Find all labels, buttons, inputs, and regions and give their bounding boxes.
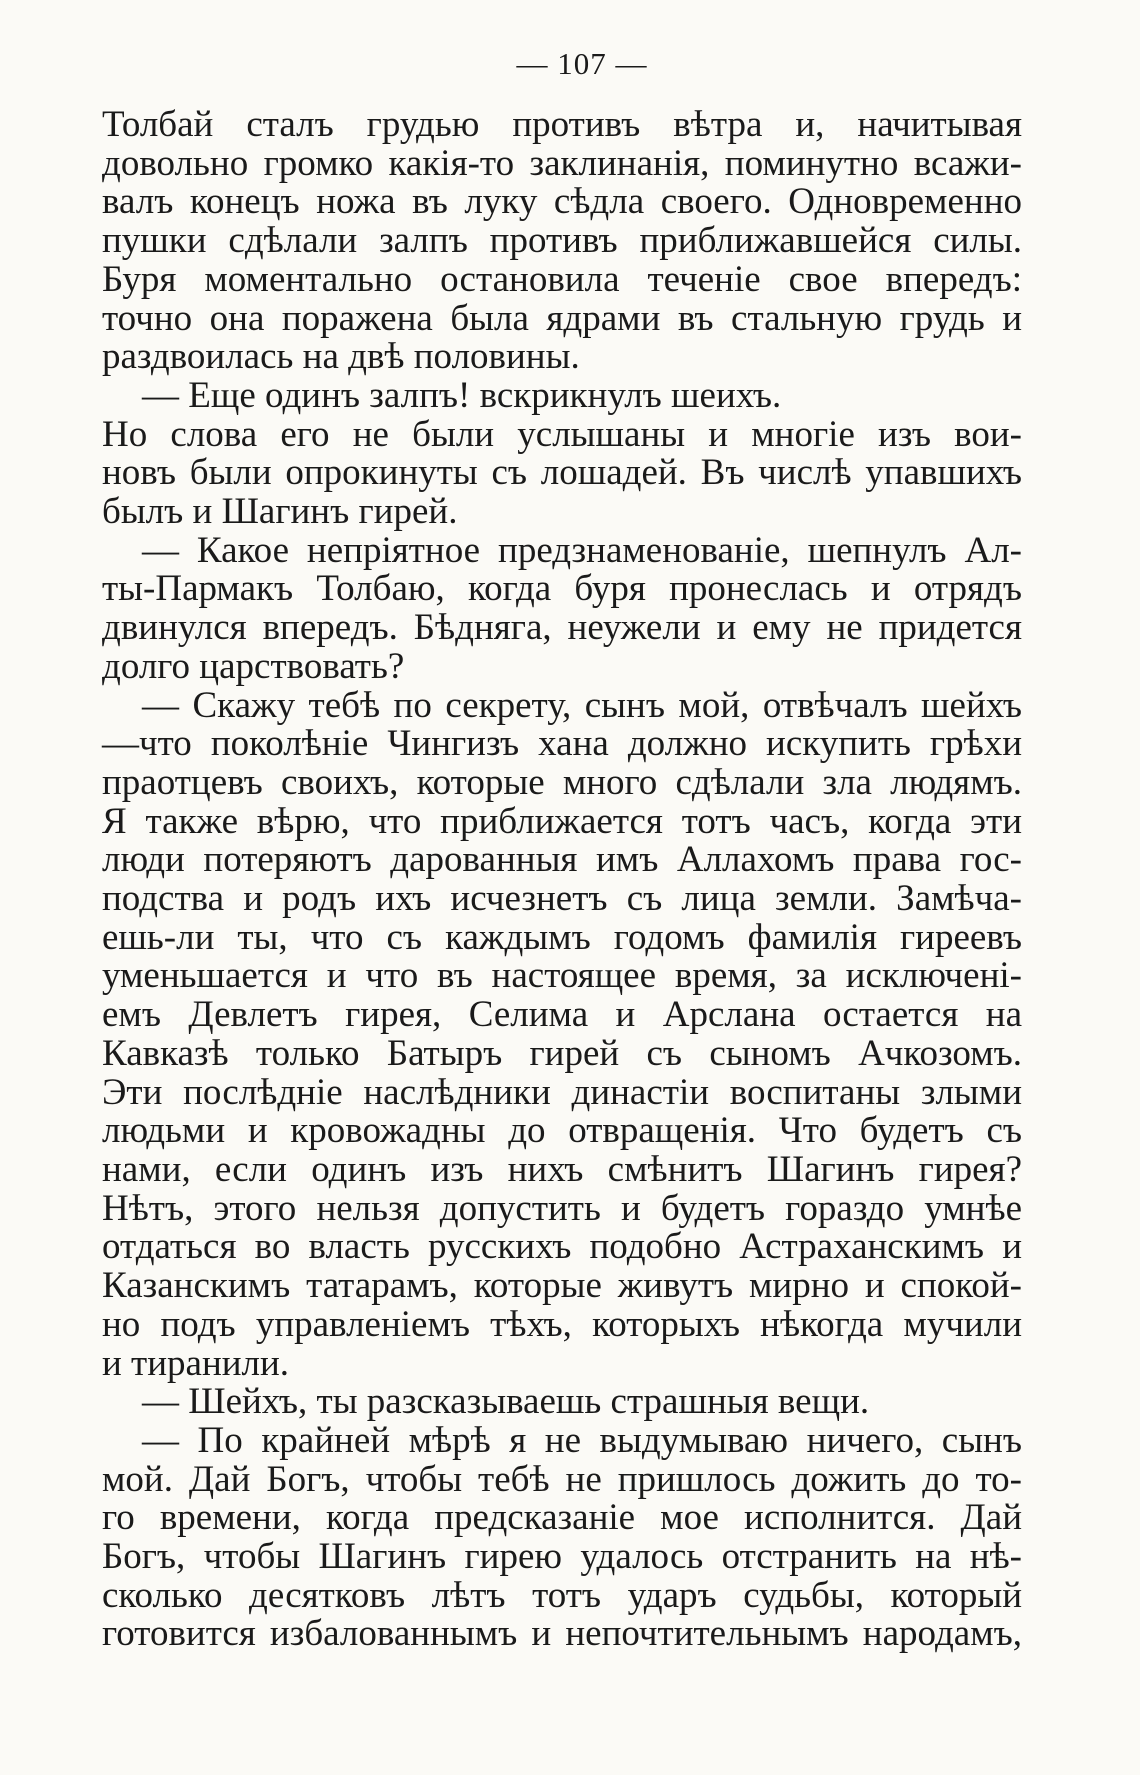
paragraph [102, 1383, 1022, 1422]
text-line: довольно громко какія-то заклинанія, поминутно всажи- [102, 142, 1022, 184]
text-line: готовится избалованнымъ и непочтительнымъ народамъ, [102, 1613, 1022, 1655]
paragraph [102, 374, 1022, 416]
text-line: Кавказѣ только Батыръ гирей съ сыномъ Ачкозомъ. [102, 1032, 1022, 1074]
text-line: — Еще одинъ залпъ! вскрикнулъ шеихъ. [142, 374, 782, 416]
text-line: подства и родъ ихъ исчезнетъ съ лица земли. Замѣча- [102, 878, 1022, 920]
text-line: былъ и Шагинъ гирей. [102, 491, 458, 533]
text-line: и тиранили. [102, 1342, 290, 1384]
paragraph [102, 529, 1022, 687]
paragraph [102, 106, 1022, 377]
text-line: люди потеряютъ дарованныя имъ Аллахомъ права гос- [102, 839, 1022, 881]
text-line: Эти послѣдніе наслѣдники династіи воспитаны злыми [102, 1071, 1022, 1113]
text-line: ты-Пармакъ Толбаю, когда буря пронеслась и отрядъ [102, 568, 1022, 610]
text-line: Нѣтъ, этого нельзя допустить и будетъ гораздо умнѣе [102, 1187, 1022, 1229]
text-line: ешь-ли ты, что съ каждымъ годомъ фамилія гиреевъ [102, 916, 1022, 958]
text-line: долго царствовать? [102, 645, 405, 687]
text-line: новъ были опрокинуты съ лошадей. Въ числѣ упавшихъ [102, 452, 1022, 494]
paragraph [102, 1419, 1022, 1655]
text-line: точно она поражена была ядрами въ стальную грудь и [102, 297, 1022, 339]
text-line: валъ конецъ ножа въ луку сѣдла своего. Одновременно [102, 181, 1022, 223]
text-line: людьми и кровожадны до отвращенія. Что будетъ съ [102, 1110, 1022, 1152]
text-line: отдаться во власть русскихъ подобно Астраханскимъ и [102, 1226, 1022, 1268]
text-line: — Скажу тебѣ по секрету, сынъ мой, отвѣчалъ шейхъ [142, 684, 1022, 726]
text-line: Толбай сталъ грудью противъ вѣтра и, начитывая [102, 104, 1022, 145]
page-number: — 107 — [516, 46, 648, 81]
text-line: праотцевъ своихъ, которые много сдѣлали зла людямъ. [102, 761, 1022, 803]
paragraph [102, 684, 1022, 1384]
body-text [102, 106, 1022, 1654]
text-line: сколько десятковъ лѣтъ тотъ ударъ судьбы, который [102, 1574, 1022, 1616]
text-line: Казанскимъ татарамъ, которые живутъ мирно и спокой- [102, 1265, 1022, 1307]
paragraph [102, 413, 1022, 533]
text-line: емъ Девлетъ гирея, Селима и Арслана остается на [102, 994, 1022, 1036]
text-line: Я также вѣрю, что приближается тотъ часъ, когда эти [102, 800, 1022, 842]
text-line: двинулся впередъ. Бѣдняга, неужели и ему не придется [102, 607, 1022, 649]
text-line: нами, если одинъ изъ нихъ смѣнитъ Шагинъ гирея? [102, 1148, 1022, 1190]
text-line: го времени, когда предсказаніе мое исполнится. Дай [102, 1497, 1022, 1539]
text-line: раздвоилась на двѣ половины. [102, 336, 580, 378]
text-line: Буря моментально остановила теченіе свое впередъ: [102, 258, 1022, 300]
text-line: —что поколѣніе Чингизъ хана должно искупить грѣхи [102, 723, 1022, 765]
text-line: пушки сдѣлали залпъ противъ приближавшейся силы. [102, 220, 1022, 262]
text-line: — Шейхъ, ты разсказываешь страшныя вещи. [142, 1381, 870, 1423]
text-line: Богъ, чтобы Шагинъ гирею удалось отстранить на нѣ- [102, 1536, 1022, 1578]
text-line: мой. Дай Богъ, чтобы тебѣ не пришлось дожить до то- [102, 1458, 1022, 1500]
text-line: — Какое непріятное предзнаменованіе, шепнулъ Ал- [142, 529, 1022, 571]
text-line: — По крайней мѣрѣ я не выдумываю ничего, сынъ [142, 1419, 1022, 1461]
text-line: но подъ управленіемъ тѣхъ, которыхъ нѣкогда мучили [102, 1303, 1022, 1345]
text-line: Но слова его не были услышаны и многіе изъ вои- [102, 413, 1022, 455]
text-line: уменьшается и что въ настоящее время, за исключені- [102, 955, 1022, 997]
